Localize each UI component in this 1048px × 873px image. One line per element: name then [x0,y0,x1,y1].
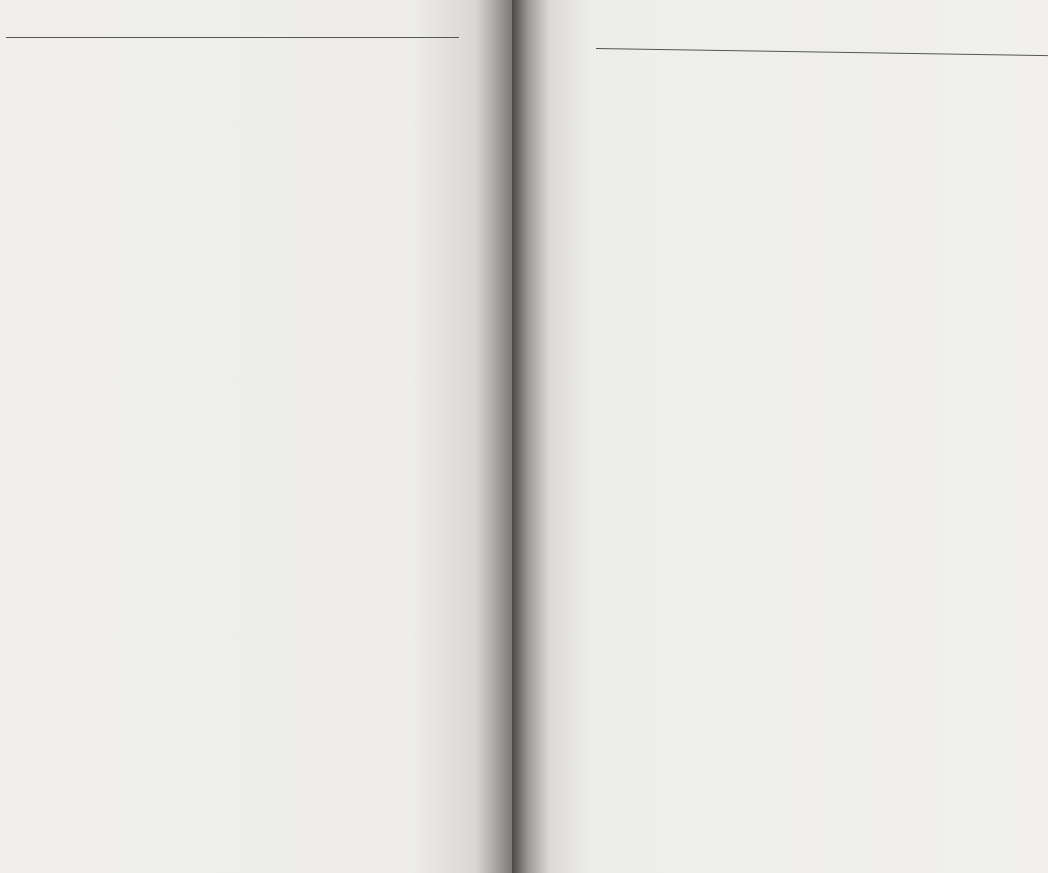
toc-column [582,68,1026,77]
header-rule [596,48,1048,56]
right-page [512,0,1048,873]
left-page [0,0,512,873]
header-rule [6,37,459,38]
